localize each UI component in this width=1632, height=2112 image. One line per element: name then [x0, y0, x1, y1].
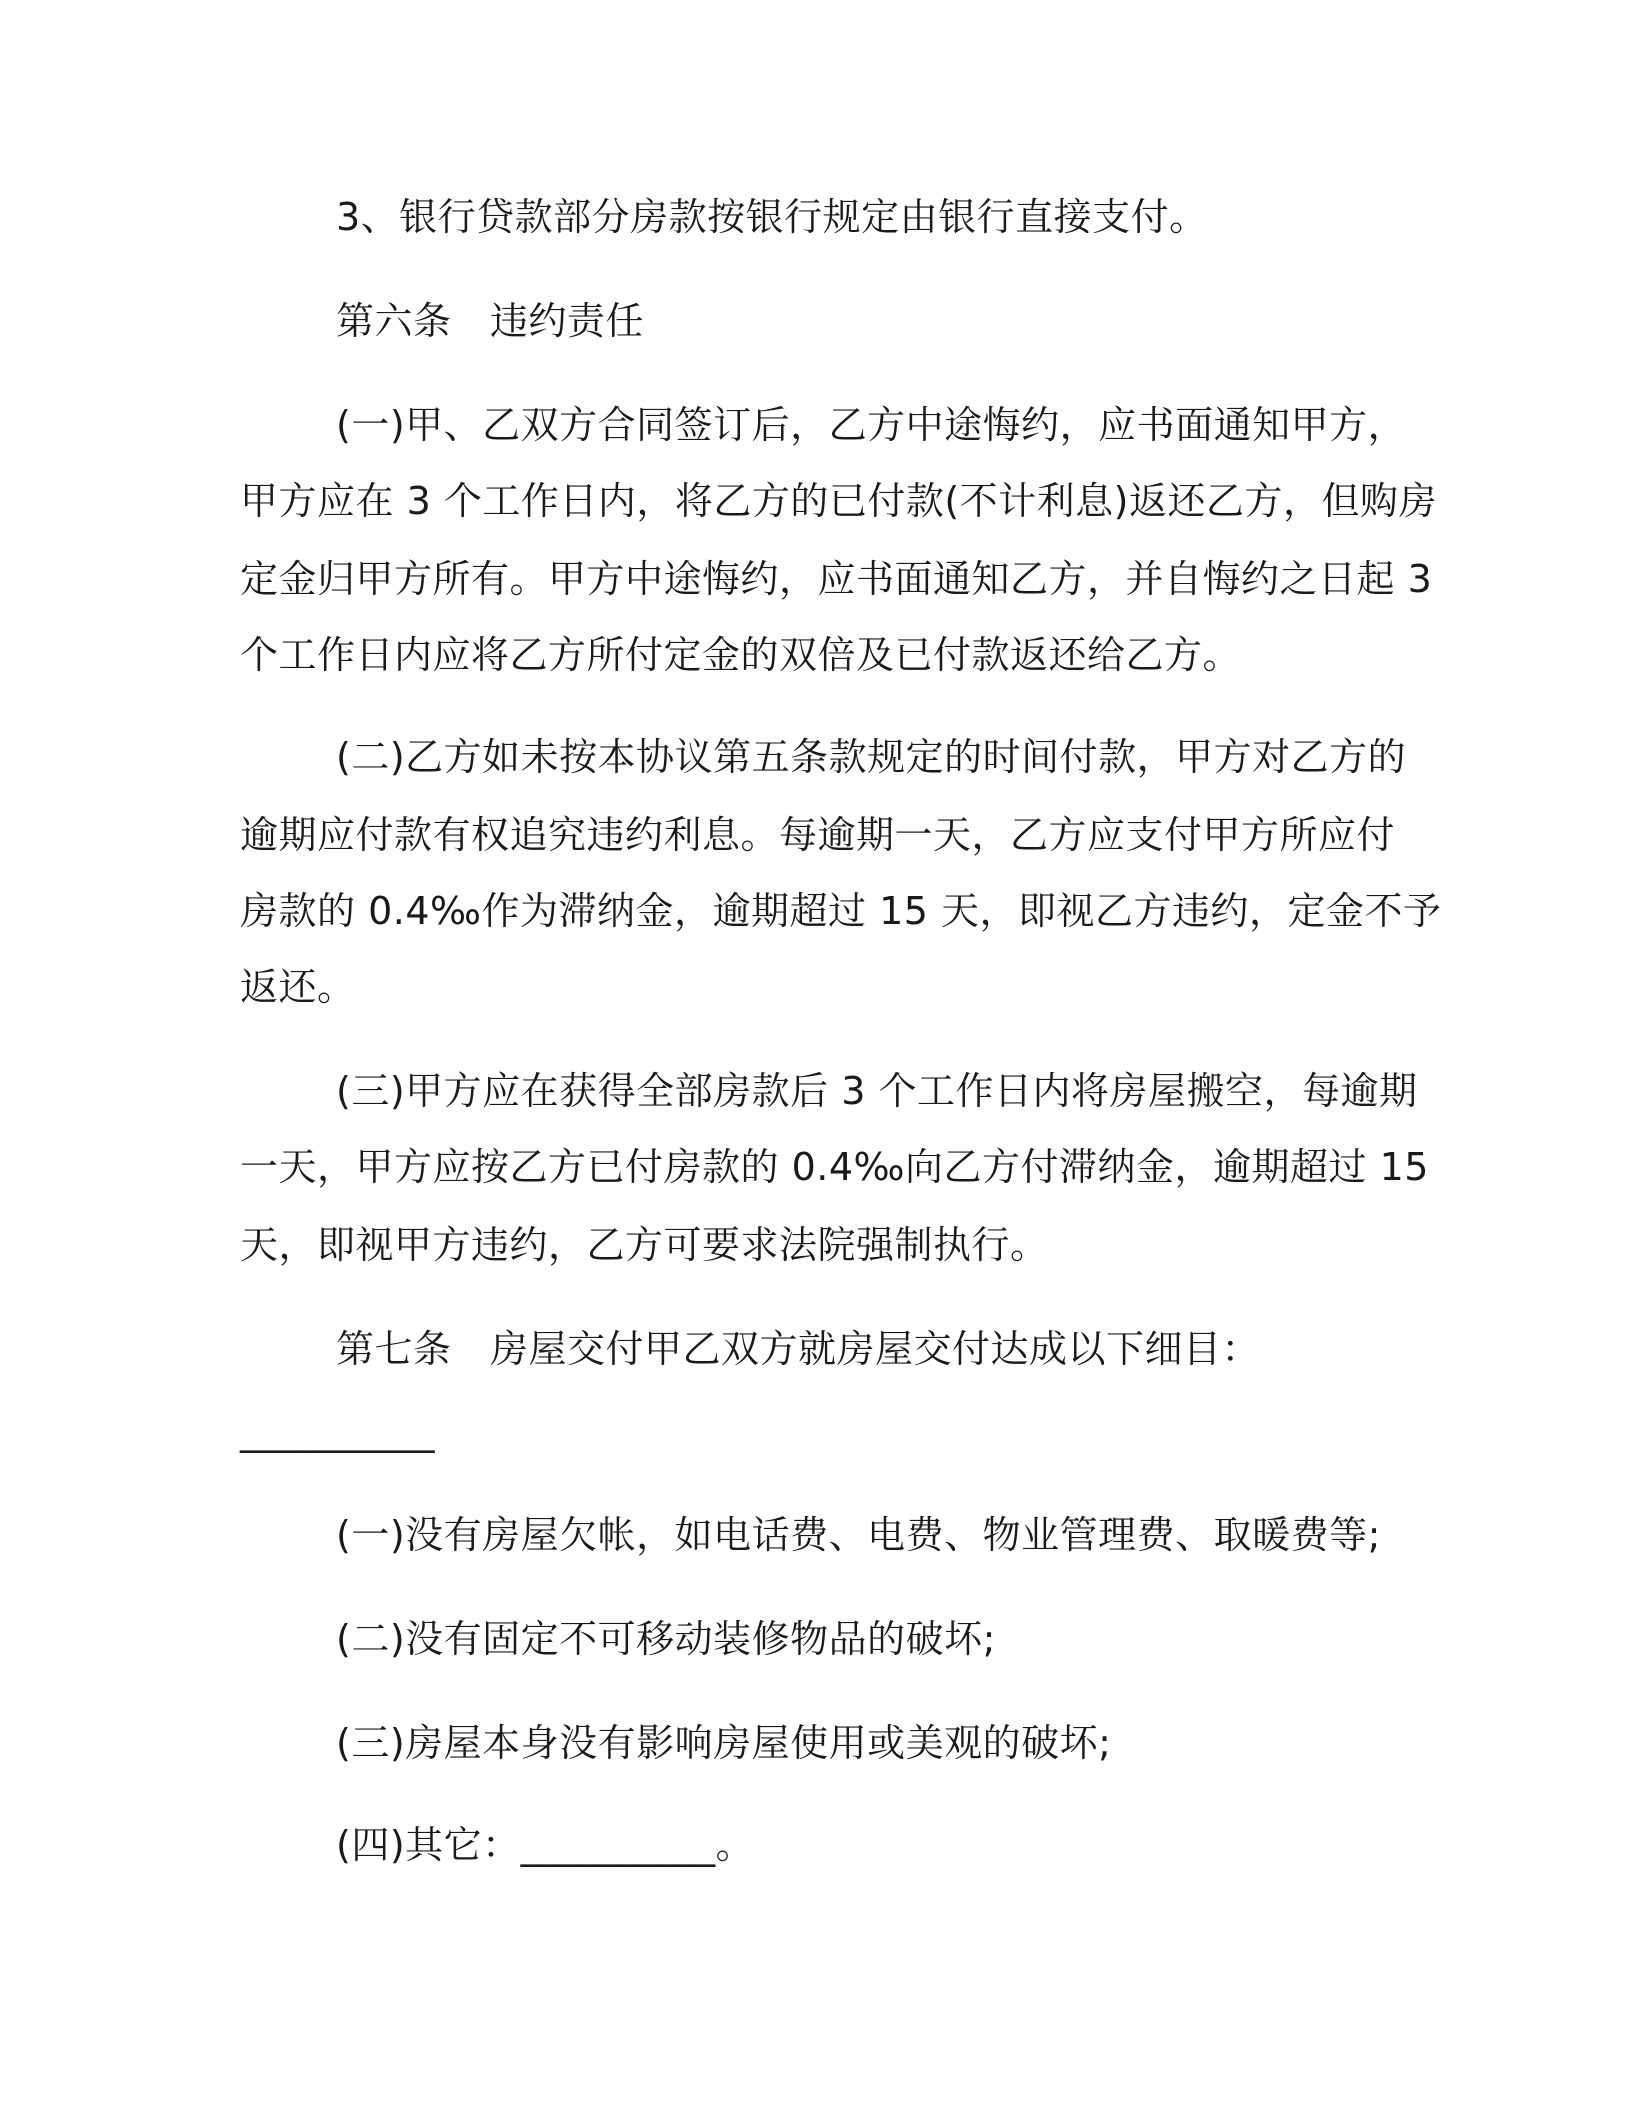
paragraph-one-line-2: 甲方应在 3 个工作日内，将乙方的已付款(不计利息)返还乙方，但购房 — [240, 479, 1437, 523]
paragraph-two-line-2: 逾期应付款有权追究违约利息。每逾期一天，乙方应支付甲方所应付 — [240, 813, 1396, 857]
item-two: (二)没有固定不可移动装修物品的破坏; — [336, 1617, 996, 1661]
item-three: (三)房屋本身没有影响房屋使用或美观的破坏; — [336, 1721, 1112, 1765]
paragraph-bank-loan: 3、银行贷款部分房款按银行规定由银行直接支付。 — [336, 195, 1208, 239]
heading-article-seven: 第七条 房屋交付甲乙双方就房屋交付达成以下细目： — [336, 1327, 1261, 1371]
paragraph-three-line-3: 天，即视甲方违约，乙方可要求法院强制执行。 — [240, 1223, 1049, 1267]
heading-article-six: 第六条 违约责任 — [336, 299, 645, 343]
blank-fill-line: __________ — [240, 1409, 435, 1453]
paragraph-three-line-2: 一天，甲方应按乙方已付房款的 0.4‰向乙方付滞纳金，逾期超过 15 — [240, 1145, 1429, 1189]
item-four-other: (四)其它：__________。 — [336, 1823, 755, 1867]
item-one: (一)没有房屋欠帐，如电话费、电费、物业管理费、取暖费等; — [336, 1513, 1381, 1557]
paragraph-one-line-1: (一)甲、乙双方合同签订后，乙方中途悔约，应书面通知甲方， — [336, 403, 1407, 447]
paragraph-one-line-3: 定金归甲方所有。甲方中途悔约，应书面通知乙方，并自悔约之日起 3 — [240, 557, 1433, 601]
paragraph-two-line-4: 返还。 — [240, 965, 356, 1009]
paragraph-two-line-3: 房款的 0.4‰作为滞纳金，逾期超过 15 天，即视乙方违约，定金不予 — [240, 889, 1442, 933]
paragraph-two-line-1: (二)乙方如未按本协议第五条款规定的时间付款，甲方对乙方的 — [336, 735, 1407, 779]
paragraph-one-line-4: 个工作日内应将乙方所付定金的双倍及已付款返还给乙方。 — [240, 633, 1242, 677]
paragraph-three-line-1: (三)甲方应在获得全部房款后 3 个工作日内将房屋搬空，每逾期 — [336, 1069, 1418, 1113]
